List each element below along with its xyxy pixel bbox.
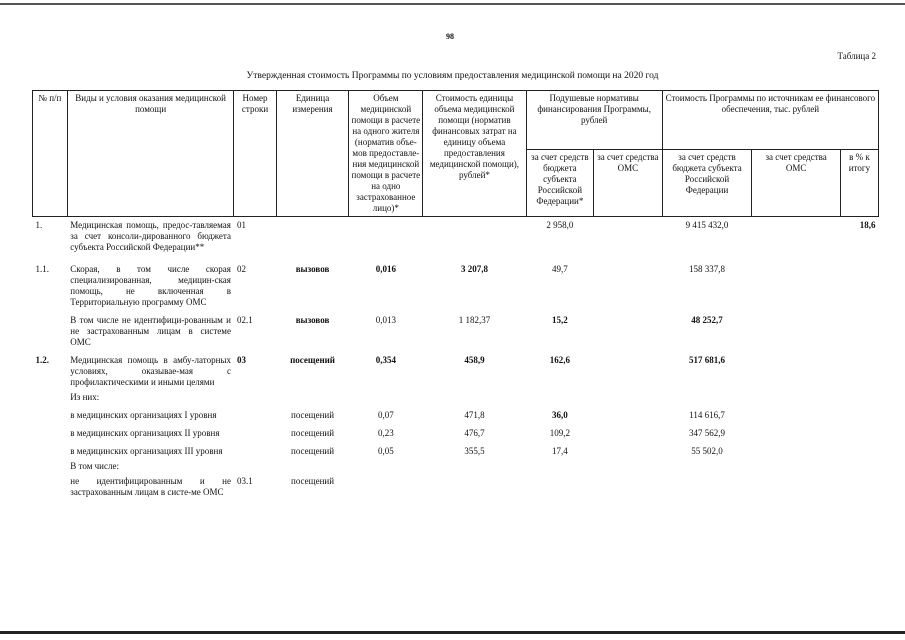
row-total-pct [840,349,878,389]
row-norm [349,458,423,473]
row-cost: 471,8 [464,410,485,420]
row-cost: 3 207,8 [460,264,488,274]
page-number: 98 [446,32,454,41]
row-total-oms [752,458,841,473]
row-norm: 0,016 [375,264,396,274]
row-num [33,404,68,422]
row-norm: 0,23 [377,428,394,438]
row-percap-subj: 49,7 [552,264,568,274]
table-header [33,91,879,217]
row-percap-subj [526,473,594,499]
row-num: 1.1. [35,264,49,274]
table-body [33,217,879,500]
row-total-oms [752,254,841,309]
row-percap-oms [594,404,663,422]
row-unit [276,217,349,255]
row-unit [276,389,349,404]
header-total-subj: за счет средств бюджета субъекта Российской Федерации [662,150,752,217]
row-cost [423,389,526,404]
row-percap-subj [526,389,594,404]
table-caption: Утвержденная стоимость Программы по условиям предоставления медицинской помощи на 2020 год [246,71,659,81]
row-total-oms [752,349,841,389]
row-desc: в медицинских организациях II уровня [70,428,220,438]
row-norm: 0,05 [377,446,394,456]
row-desc: Медицинская помощь, предос-тавляемая за счет консоли-дированного бюджета субъекта Российской Федерации** [70,220,231,252]
row-percap-oms [594,349,663,389]
row-norm [349,473,423,499]
row-num: 1.2. [35,355,49,365]
row-code [234,422,276,440]
row-percap-oms [594,309,663,349]
row-total-oms [752,422,841,440]
row-code [234,404,276,422]
row-num [33,440,68,458]
row-unit: посещений [290,355,335,365]
row-total-subj [662,389,752,404]
row-code [234,389,276,404]
row-total-subj: 48 252,7 [691,315,723,325]
header-num: № п/п [33,91,68,217]
row-desc: В том числе не идентифици-рованным и не застрахованным лицам в системе ОМС [70,315,231,347]
header-cost: Стоимость единицы объема медицинской помощи (норматив финансовых затрат на единицу объема предоставления медицинской помощи), рублей* [423,91,526,217]
row-code: 02 [236,264,246,274]
row-code: 03 [236,355,246,365]
header-percap-subj: за счет средств бюджета субъекта Российской Федерации* [526,150,594,217]
header-total-pct: в % к итогу [840,150,878,217]
row-total-pct: 18,6 [859,220,876,230]
row-total-oms [752,217,841,255]
row-cost: 476,7 [464,428,485,438]
row-desc: В том числе: [70,461,119,471]
table-row [33,349,879,389]
header-total: Стоимость Программы по источникам ее финансового обеспечения, тыс. рублей [662,91,878,150]
row-cost [423,473,526,499]
row-code [234,458,276,473]
row-unit: посещений [291,410,335,420]
row-percap-oms [594,473,663,499]
cost-table [32,90,879,499]
row-total-subj: 114 616,7 [689,410,725,420]
row-unit: вызовов [295,264,330,274]
header-percap-oms: за счет средства ОМС [594,150,663,217]
row-total-pct [840,389,878,404]
row-desc: в медицинских организациях I уровня [70,410,217,420]
row-percap-subj: 2 958,0 [546,220,574,230]
row-total-subj: 9 415 432,0 [685,220,729,230]
header-unit: Единица измерения [276,91,349,217]
row-num [33,458,68,473]
row-total-subj: 347 562,9 [689,428,726,438]
row-cost [423,217,526,255]
row-total-pct [840,254,878,309]
row-total-pct [840,309,878,349]
row-percap-oms [594,440,663,458]
row-total-oms [752,404,841,422]
row-norm [349,389,423,404]
row-norm [349,217,423,255]
row-percap-oms [594,254,663,309]
row-num [33,422,68,440]
row-total-oms [752,309,841,349]
table-label: Таблица 2 [837,51,876,61]
bottom-rule [0,631,905,634]
row-percap-subj: 15,2 [552,315,568,325]
row-num [33,309,68,349]
table-row [33,473,879,499]
row-cost [423,458,526,473]
row-norm: 0,013 [375,315,396,325]
table-row [33,422,879,440]
header-desc: Виды и условия оказания медицинской помощи [67,91,234,217]
row-code: 03.1 [236,476,253,486]
row-total-pct [840,404,878,422]
table-row [33,404,879,422]
table-row [33,458,879,473]
header-code: Номер строки [234,91,276,217]
row-code: 02.1 [236,315,253,325]
table-row [33,254,879,309]
row-cost: 1 182,37 [458,315,491,325]
row-code [234,440,276,458]
row-unit: посещений [291,446,335,456]
row-desc: Из них: [70,392,100,402]
row-percap-subj: 162,6 [549,355,570,365]
row-percap-oms [594,458,663,473]
header-total-oms: за счет средства ОМС [752,150,841,217]
row-total-pct [840,458,878,473]
row-desc: не идентифицированным и не застрахованным лицам в систе-ме ОМС [70,476,231,497]
row-percap-oms [594,422,663,440]
row-desc: Скорая, в том числе скорая специализированная, медицин-ская помощь, не включенная в Территориальную программу ОМС [70,264,231,307]
row-total-subj: 158 337,8 [689,264,726,274]
row-percap-subj: 109,2 [549,428,570,438]
row-total-subj: 517 681,6 [689,355,726,365]
table-row [33,440,879,458]
row-unit: вызовов [295,315,330,325]
row-num: 1. [35,220,43,230]
row-code: 01 [236,220,246,230]
row-norm: 0,07 [377,410,394,420]
row-desc: Медицинская помощь в амбу-латорных условиях, оказывае-мая с профилактическими и иными целями [70,355,231,387]
row-total-pct [840,473,878,499]
row-desc: в медицинских организациях III уровня [70,446,223,456]
table-row [33,389,879,404]
row-total-oms [752,389,841,404]
header-percap: Подушевые нормативы финансирования Программы, рублей [526,91,662,150]
row-total-pct [840,440,878,458]
row-percap-subj: 17,4 [552,446,568,456]
row-percap-subj: 36,0 [552,410,568,420]
row-cost: 355,5 [464,446,485,456]
row-total-subj [662,473,752,499]
row-percap-oms [594,217,663,255]
row-unit: посещений [291,476,335,486]
row-unit [276,458,349,473]
header-norm: Объем медицинской помощи в расчете на одного жителя (норматив объе-мов предоставле-ния медицинской помощи в расчете на одно застрахованное лицо)* [349,91,423,217]
row-total-subj [662,458,752,473]
row-unit: посещений [291,428,335,438]
row-cost: 458,9 [464,355,485,365]
row-num [33,389,68,404]
row-total-oms [752,473,841,499]
row-percap-oms [594,389,663,404]
row-num [33,473,68,499]
row-norm: 0,354 [375,355,396,365]
row-total-pct [840,422,878,440]
table-row [33,217,879,255]
row-total-subj: 55 502,0 [691,446,723,456]
top-rule [0,3,905,5]
row-percap-subj [526,458,594,473]
table-row [33,309,879,349]
row-total-oms [752,440,841,458]
